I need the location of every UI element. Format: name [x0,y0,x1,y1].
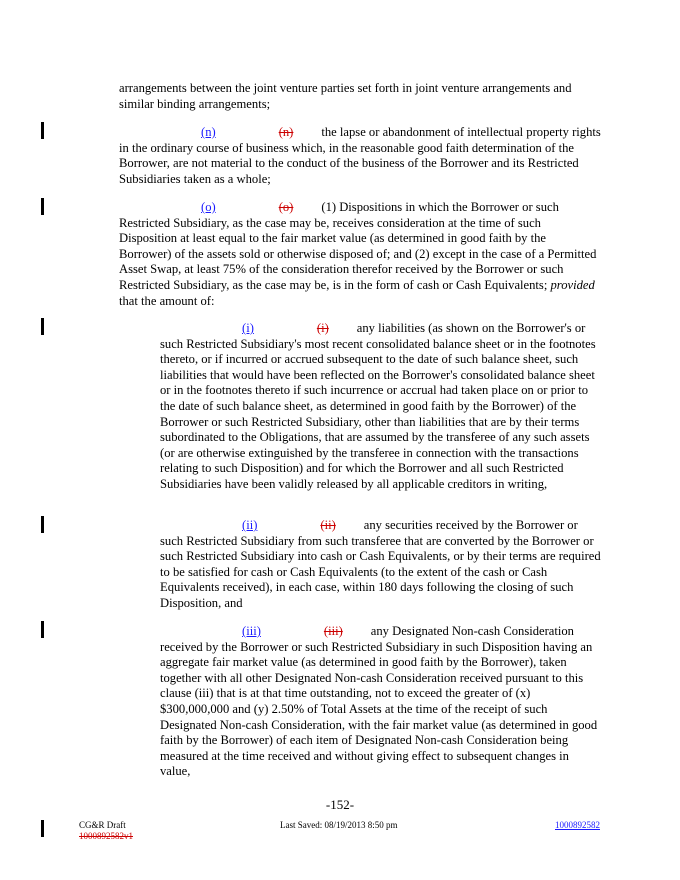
clause-o-tail: that the amount of: [119,293,215,308]
page-number: -152- [325,797,355,812]
footer-draft-label: CG&R Draft [79,820,126,830]
clause-n-label-deleted: (n) [278,125,294,139]
change-bar [41,516,44,533]
clause-iii [160,624,601,780]
clause-o [119,200,601,309]
clause-iii-label-deleted: (iii) [323,624,343,638]
clause-ii-label-inserted: (ii) [242,518,258,532]
clause-n-label-inserted: (n) [201,125,216,139]
clause-n-text: the lapse or abandonment of intellectual property rights in the ordinary course of business which, in the reasonable good faith determination of the Borrower, are not material to the conduct of the business of the Borrower and its Restricted Subsidiaries taken as a whole; [119,125,601,186]
change-bar [41,621,44,638]
clause-o-label-deleted: (o) [278,200,294,214]
clause-i [160,321,601,493]
change-bar [41,198,44,215]
clause-i-label-deleted: (i) [316,321,329,335]
provided-term: provided [550,277,595,292]
clause-ii-label-deleted: (ii) [320,518,336,532]
continuation-paragraph: arrangements between the joint venture parties set forth in joint venture arrangements and similar binding arrangements; [119,81,572,111]
footer-docid-link[interactable]: 1000892582 [555,820,600,830]
footer-old-docid: 1000892582v1 [79,831,133,841]
change-bar [41,318,44,335]
clause-ii [160,518,601,612]
change-bar [41,820,44,837]
footer-left [79,820,133,842]
footer-last-saved: Last Saved: 08/19/2013 8:50 pm [280,820,398,830]
clause-i-text: any liabilities (as shown on the Borrower's or such Restricted Subsidiary's most recent consolidated balance sheet or in the footnotes thereto, or if incurred or accrued subsequent to the date of such balance sheet, such liabilities that would have been reflected on the Borrower's consolidated balance sheet or in the footnotes thereto if such incurrence or accrual had taken place on or prior to the date of such balance sheet, as determined in good faith by the Borrower) of the Borrower or such Restricted Subsidiary, other than liabilities that are by their terms subordinated to the Obligations, that are assumed by the transferee of any such assets (or are otherwise extinguished by the transferee in connection with the transactions relating to such Disposition) and for which the Borrower and all such Restricted Subsidiaries have been validly released by all applicable creditors in writing, [160,321,596,491]
clause-o-label-inserted: (o) [201,200,216,214]
clause-i-label-inserted: (i) [242,321,254,335]
clause-o-text: (1) Dispositions in which the Borrower or such Restricted Subsidiary, as the case may be, receives consideration at the time of such Disposition at least equal to the fair market value (as determined in good faith by the Borrower) of the assets sold or otherwise disposed of; and (2) except in the case of a Permitted Asset Swap, at least 75% of the consideration therefor received by the Borrower or such Restricted Subsidiary, as the case may be, is in the form of cash or Cash Equivalents; [119,200,597,292]
change-bar [41,122,44,139]
clause-n [119,125,601,187]
clause-iii-label-inserted: (iii) [242,624,261,638]
clause-iii-text: any Designated Non-cash Consideration received by the Borrower or such Restricted Subsidiary in such Disposition having an aggregate fair market value (as determined in good faith by the Borrower), taken together with all other Designated Non-cash Consideration received pursuant to this clause (iii) that is at that time outstanding, not to exceed the greater of (x) $300,000,000 and (y) 2.50% of Total Assets at the time of the receipt of such Designated Non-cash Consideration, with the fair market value (as determined in good faith by the Borrower) of each item of Designated Non-cash Consideration being measured at the time received and without giving effect to subsequent changes in value, [160,624,598,779]
clause-ii-text: any securities received by the Borrower or such Restricted Subsidiary from such transferee that are converted by the Borrower or such Restricted Subsidiary into cash or Cash Equivalents, or by their terms are required to be satisfied for cash or Cash Equivalents (to the extent of the cash or Cash Equivalents received), in each case, within 180 days following the closing of such Disposition, and [160,518,601,610]
